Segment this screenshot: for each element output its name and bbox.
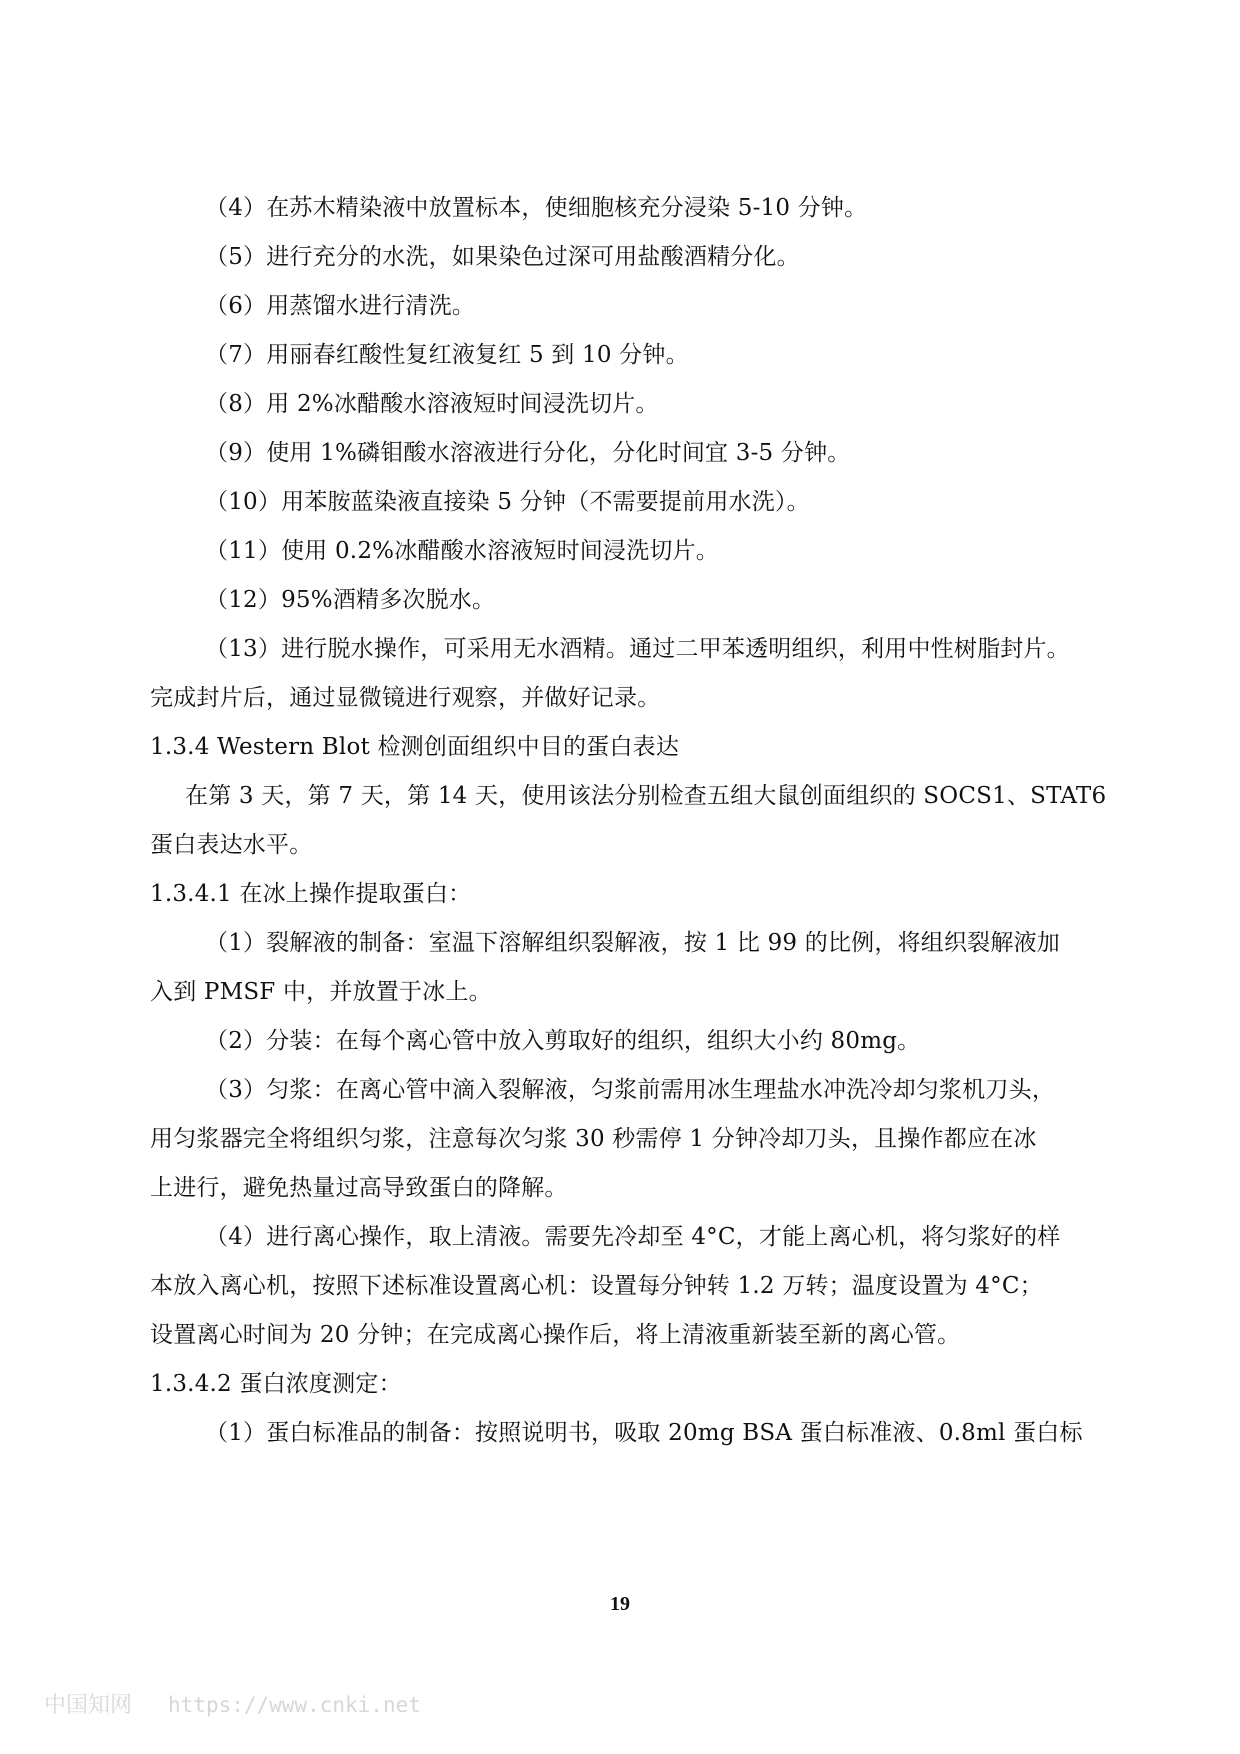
section-heading-1-3-4-1: 1.3.4.1 在冰上操作提取蛋白： bbox=[150, 881, 472, 907]
paragraph-step-12-dehydrate: （12）95%酒精多次脱水。 bbox=[205, 587, 496, 613]
watermark-url: https://www.cnki.net bbox=[168, 1693, 421, 1717]
paragraph-step-5-wash: （5）进行充分的水洗，如果染色过深可用盐酸酒精分化。 bbox=[205, 244, 800, 270]
paragraph-lysis-step-4-continued-1: 本放入离心机，按照下述标准设置离心机：设置每分钟转 1.2 万转；温度设置为 4°C； bbox=[150, 1273, 1043, 1299]
paragraph-lysis-step-3: （3）匀浆：在离心管中滴入裂解液，匀浆前需用冰生理盐水冲洗冷却匀浆机刀头， bbox=[205, 1077, 1056, 1103]
paragraph-western-blot-intro: 在第 3 天，第 7 天，第 14 天，使用该法分别检查五组大鼠创面组织的 SOCS1、STAT6 bbox=[185, 783, 1107, 809]
paragraph-step-11-rinse: （11）使用 0.2%冰醋酸水溶液短时间浸洗切片。 bbox=[205, 538, 720, 564]
paragraph-step-6-distilled-water: （6）用蒸馏水进行清洗。 bbox=[205, 293, 476, 319]
paragraph-lysis-step-3-continued-2: 上进行，避免热量过高导致蛋白的降解。 bbox=[150, 1175, 568, 1201]
paragraph-western-blot-intro-continued: 蛋白表达水平。 bbox=[150, 832, 313, 858]
paragraph-lysis-step-3-continued-1: 用匀浆器完全将组织匀浆，注意每次匀浆 30 秒需停 1 分钟冷却刀头，且操作都应在冰 bbox=[150, 1126, 1037, 1152]
paragraph-lysis-step-2: （2）分装：在每个离心管中放入剪取好的组织，组织大小约 80mg。 bbox=[205, 1028, 921, 1054]
paragraph-lysis-step-1: （1）裂解液的制备：室温下溶解组织裂解液，按 1 比 99 的比例，将组织裂解液加 bbox=[205, 930, 1060, 956]
watermark-site-name: 中国知网 bbox=[44, 1693, 133, 1718]
cnki-watermark bbox=[44, 1688, 421, 1719]
paragraph-step-13-mounting: （13）进行脱水操作，可采用无水酒精。通过二甲苯透明组织，利用中性树脂封片。 bbox=[205, 636, 1070, 662]
page-number: 19 bbox=[610, 1593, 630, 1615]
paragraph-step-4-hematoxylin: （4）在苏木精染液中放置标本，使细胞核充分浸染 5-10 分钟。 bbox=[205, 195, 868, 221]
paragraph-step-8-acetic-acid: （8）用 2%冰醋酸水溶液短时间浸洗切片。 bbox=[205, 391, 659, 417]
paragraph-lysis-step-4: （4）进行离心操作，取上清液。需要先冷却至 4°C，才能上离心机，将匀浆好的样 bbox=[205, 1224, 1061, 1250]
paragraph-lysis-step-4-continued-2: 设置离心时间为 20 分钟；在完成离心操作后，将上清液重新装至新的离心管。 bbox=[150, 1322, 961, 1348]
paragraph-step-10-aniline-blue: （10）用苯胺蓝染液直接染 5 分钟（不需要提前用水洗）。 bbox=[205, 489, 810, 515]
section-heading-1-3-4-2: 1.3.4.2 蛋白浓度测定： bbox=[150, 1371, 402, 1397]
paragraph-step-9-phosphomolybdic: （9）使用 1%磷钼酸水溶液进行分化，分化时间宜 3-5 分钟。 bbox=[205, 440, 851, 466]
section-heading-1-3-4: 1.3.4 Western Blot 检测创面组织中目的蛋白表达 bbox=[150, 734, 680, 760]
paragraph-protein-standard-step-1: （1）蛋白标准品的制备：按照说明书，吸取 20mg BSA 蛋白标准液、0.8ml 蛋白标 bbox=[205, 1420, 1083, 1446]
paragraph-step-7-ponceau: （7）用丽春红酸性复红液复红 5 到 10 分钟。 bbox=[205, 342, 689, 368]
paragraph-lysis-step-1-continued: 入到 PMSF 中，并放置于冰上。 bbox=[150, 979, 492, 1005]
paragraph-step-13-continued: 完成封片后，通过显微镜进行观察，并做好记录。 bbox=[150, 685, 661, 711]
